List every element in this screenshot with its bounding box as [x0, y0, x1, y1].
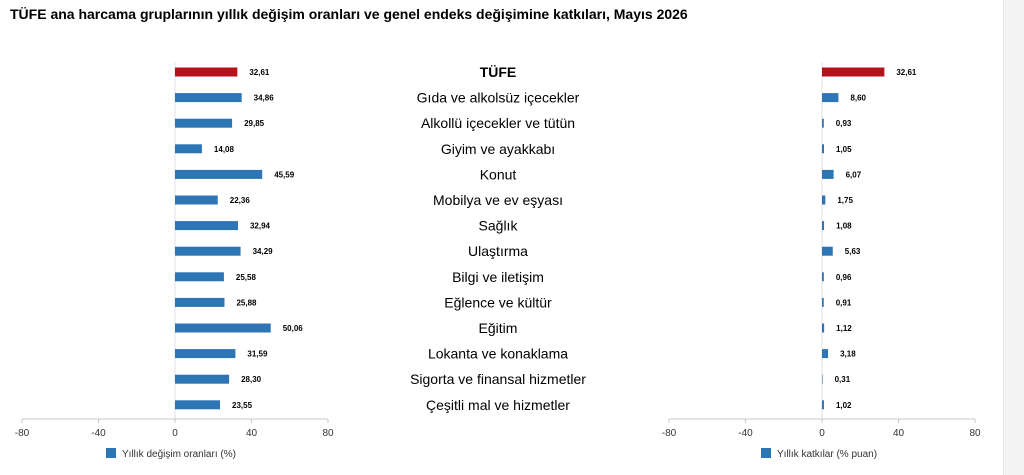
bar: [175, 170, 262, 179]
data-label: 1,12: [836, 324, 852, 333]
category-label: Giyim ve ayakkabı: [440, 140, 556, 157]
category-label: Alkollü içecekler ve tütün: [420, 115, 576, 132]
bar: [175, 144, 202, 153]
data-label: 22,36: [229, 196, 250, 205]
category-label: Ulaştırma: [468, 243, 528, 260]
x-tick-label: -80: [14, 428, 30, 439]
data-label: 34,29: [252, 247, 273, 257]
left-bar-chart: [15, 62, 334, 460]
category-label: Sigorta ve finansal hizmetler: [410, 371, 586, 388]
data-label: 32,94: [249, 221, 271, 231]
right-bar-chart: [662, 62, 981, 460]
bar: [822, 93, 838, 102]
data-label: 1,75: [837, 196, 853, 205]
category-label: Gıda ve alkolsüz içecekler: [416, 89, 580, 106]
x-tick-label: 80: [969, 428, 981, 439]
page-title: TÜFE ana harcama gruplarının yıllık değişim oranları ve genel endeks değişimine katkıları, Mayıs 2026: [10, 6, 688, 22]
category-label: Mobilya ve ev eşyası: [433, 192, 563, 208]
bar: [175, 68, 237, 77]
data-label: 25,88: [236, 298, 257, 308]
data-label: 50,06: [282, 324, 303, 333]
bar: [822, 375, 823, 384]
category-label: Lokanta ve konaklama: [427, 345, 569, 362]
bar: [822, 221, 824, 230]
bar: [822, 196, 825, 205]
data-label: 32,61: [896, 68, 917, 77]
data-label: 0,93: [835, 119, 852, 129]
x-tick-label: 0: [819, 428, 825, 439]
bar: [175, 324, 271, 333]
x-tick-label: 0: [172, 428, 178, 439]
bar: [175, 221, 238, 230]
x-tick-label: 40: [245, 428, 258, 439]
bar: [175, 93, 242, 102]
legend-label: Yıllık değişim oranları (%): [122, 449, 236, 460]
legend-swatch: [106, 448, 116, 458]
category-label: Sağlık: [478, 217, 518, 234]
data-label: 1,02: [835, 400, 852, 410]
bar: [175, 298, 224, 307]
x-tick-label: 40: [892, 428, 905, 439]
x-tick-label: 80: [322, 428, 334, 439]
bar: [175, 375, 229, 384]
bar: [822, 349, 828, 358]
bar: [822, 298, 824, 307]
data-label: 1,05: [836, 144, 852, 154]
legend-label: Yıllık katkılar (% puan): [777, 449, 878, 460]
data-label: 1,08: [836, 221, 852, 231]
bar: [175, 400, 220, 409]
bar: [822, 68, 884, 77]
category-label: TÜFE: [479, 64, 517, 80]
data-label: 14,08: [213, 144, 234, 154]
bar: [822, 247, 833, 256]
data-label: 32,61: [249, 68, 270, 77]
data-label: 45,59: [274, 170, 295, 180]
data-label: 5,63: [844, 247, 861, 257]
bar: [175, 349, 235, 358]
category-label: Konut: [479, 166, 517, 183]
category-label: Eğlence ve kültür: [444, 294, 552, 311]
data-label: 34,86: [253, 93, 274, 103]
bar: [822, 272, 824, 281]
category-label: Çeşitli mal ve hizmetler: [426, 396, 570, 413]
data-label: 25,58: [235, 272, 256, 282]
data-label: 0,91: [835, 298, 852, 308]
x-tick-label: -40: [91, 428, 106, 439]
data-label: 3,18: [840, 349, 856, 359]
bar: [822, 400, 824, 409]
bar: [822, 170, 834, 179]
bar: [822, 324, 824, 333]
bar: [175, 272, 224, 281]
data-label: 23,55: [232, 400, 253, 410]
data-label: 31,59: [247, 349, 268, 359]
data-label: 0,96: [835, 272, 852, 282]
bar: [175, 119, 232, 128]
data-label: 6,07: [845, 170, 862, 180]
bar: [175, 247, 241, 256]
x-tick-label: -40: [738, 428, 753, 439]
x-tick-label: -80: [661, 428, 677, 439]
vertical-scrollbar[interactable]: [1003, 0, 1024, 475]
data-label: 0,31: [834, 375, 851, 385]
bar: [822, 119, 824, 128]
data-label: 29,85: [244, 119, 265, 129]
left-legend: [106, 448, 236, 460]
bar: [175, 196, 218, 205]
right-legend: [761, 448, 877, 460]
legend-swatch: [761, 448, 771, 458]
data-label: 8,60: [850, 93, 867, 103]
category-label: Eğitim: [478, 320, 518, 336]
data-label: 28,30: [241, 375, 262, 385]
bar: [822, 144, 824, 153]
category-label: Bilgi ve iletişim: [452, 268, 544, 285]
